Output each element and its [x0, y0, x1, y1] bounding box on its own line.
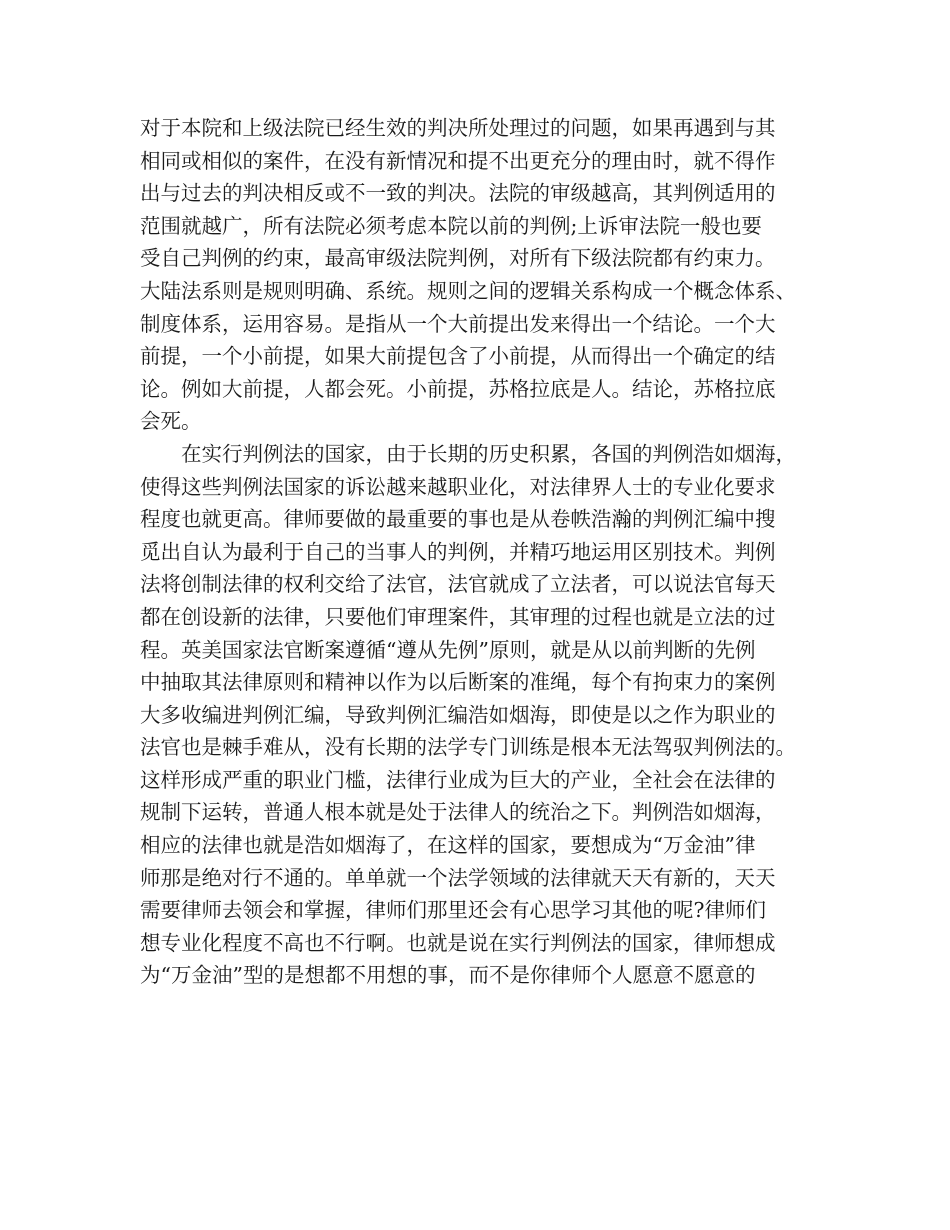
text-line: 论。例如大前提，人都会死。小前提，苏格拉底是人。结论，苏格拉底: [140, 376, 776, 401]
text-line: 大陆法系则是规则明确、系统。规则之间的逻辑关系构成一个概念体系、: [140, 278, 796, 303]
text-line: 对于本院和上级法院已经生效的判决所处理过的问题，如果再遇到与其: [140, 116, 776, 140]
text-line: 受自己判例的约束，最高审级法院判例，对所有下级法院都有约束力。: [140, 246, 776, 271]
text-line: 制度体系，运用容易。是指从一个大前提出发来得出一个结论。一个大: [140, 311, 776, 336]
text-line: 觅出自认为最利于自己的当事人的判例，并精巧地运用区别技术。判例: [140, 539, 776, 564]
text-line: 程。英美国家法官断案遵循“遵从先例”原则，就是从以前判断的先例: [140, 637, 756, 662]
text-line: 需要律师去领会和掌握，律师们那里还会有心思学习其他的呢?律师们: [140, 898, 766, 923]
text-line: 中抽取其法律原则和精神以作为以后断案的准绳，每个有拘束力的案例: [140, 670, 776, 695]
paragraph-2: [140, 438, 830, 992]
text-line: 相应的法律也就是浩如烟海了，在这样的国家，要想成为“万金油”律: [140, 833, 756, 858]
text-line: 范围就越广，所有法院必须考虑本院以前的判例;上诉审法院一般也要: [140, 213, 762, 238]
text-line: 师那是绝对行不通的。单单就一个法学领域的法律就天天有新的，天天: [140, 865, 776, 890]
text-line: 出与过去的判决相反或不一致的判决。法院的审级越高，其判例适用的: [140, 181, 776, 206]
text-line: 想专业化程度不高也不行啊。也就是说在实行判例法的国家，律师想成: [140, 930, 776, 955]
text-line: 前提，一个小前提，如果大前提包含了小前提，从而得出一个确定的结: [140, 344, 776, 369]
text-line: 规制下运转，普通人根本就是处于法律人的统治之下。判例浩如烟海，: [140, 800, 776, 825]
text-line: 法官也是棘手难从，没有长期的法学专门训练是根本无法驾驭判例法的。: [140, 735, 796, 760]
text-line: 在实行判例法的国家，由于长期的历史积累，各国的判例浩如烟海，: [181, 441, 796, 466]
text-line: 大多收编进判例汇编，导致判例汇编浩如烟海，即使是以之作为职业的: [140, 702, 776, 727]
paragraph-1: [140, 112, 830, 438]
text-line: 相同或相似的案件，在没有新情况和提不出更充分的理由时，就不得作: [140, 148, 776, 173]
text-line: 这样形成严重的职业门槛，法律行业成为巨大的产业，全社会在法律的: [140, 767, 776, 792]
text-line: 会死。: [140, 409, 202, 434]
text-line: 使得这些判例法国家的诉讼越来越职业化，对法律界人士的专业化要求: [140, 474, 776, 499]
text-line: 为“万金油”型的是想都不用想的事，而不是你律师个人愿意不愿意的: [140, 963, 756, 988]
text-line: 程度也就更高。律师要做的最重要的事也是从卷帙浩瀚的判例汇编中搜: [140, 507, 776, 532]
text-line: 都在创设新的法律，只要他们审理案件，其审理的过程也就是立法的过: [140, 604, 776, 629]
body-text: [140, 112, 830, 992]
text-line: 法将创制法律的权利交给了法官，法官就成了立法者，可以说法官每天: [140, 572, 776, 597]
